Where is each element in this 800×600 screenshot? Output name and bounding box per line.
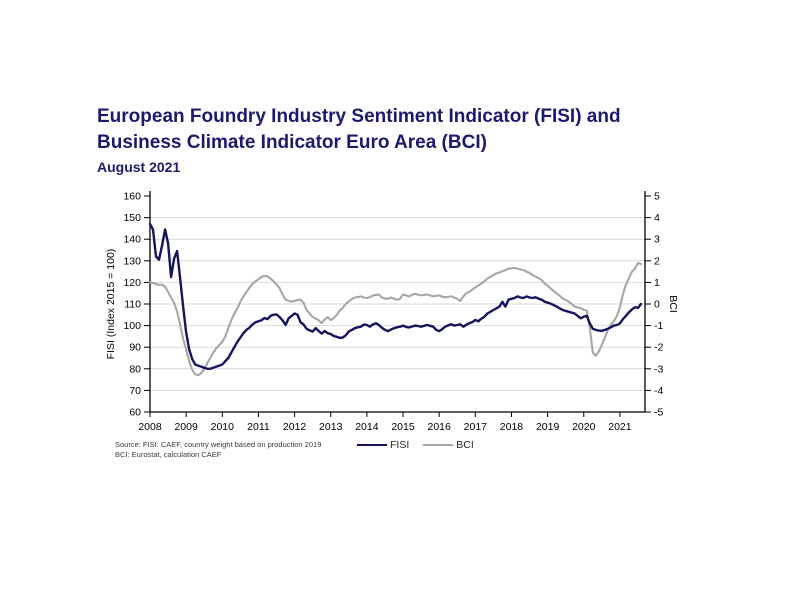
- legend-label-fisi: FISI: [390, 439, 410, 451]
- fisi-line-swatch: [357, 444, 387, 447]
- source-note-line2: BCI: Eurostat, calculation CAEF: [115, 449, 222, 459]
- right-axis-tick-label: 1: [654, 276, 660, 289]
- bci-line: [150, 263, 641, 375]
- x-axis-tick-label: 2021: [608, 421, 632, 433]
- left-axis-tick-label: 60: [129, 406, 141, 419]
- source-note: [115, 440, 321, 459]
- bci-line-swatch: [423, 444, 453, 447]
- x-axis-tick-label: 2008: [138, 421, 162, 433]
- x-axis-tick-label: 2015: [391, 421, 415, 433]
- x-axis-tick-label: 2013: [319, 421, 343, 433]
- chart-title-line2: Business Climate Indicator Euro Area (BCI): [97, 132, 487, 153]
- chart-title-line1: European Foundry Industry Sentiment Indicator (FISI) and: [97, 106, 621, 127]
- x-axis-tick-label: 2009: [174, 421, 198, 433]
- left-axis-tick-label: 140: [123, 233, 141, 246]
- left-axis-tick-label: 130: [123, 255, 141, 268]
- right-axis-tick-label: 5: [654, 190, 660, 203]
- right-axis-tick-label: -2: [654, 341, 664, 354]
- left-axis-tick-label: 100: [123, 320, 141, 333]
- x-axis-tick-label: 2012: [282, 421, 307, 433]
- right-axis-tick-label: -3: [654, 363, 664, 376]
- x-axis-tick-label: 2018: [499, 421, 524, 433]
- source-note-line1: Source: FISI: CAEF, country weight based on production 2019: [115, 440, 322, 449]
- legend-item-bci: [423, 439, 474, 451]
- left-axis-tick-label: 80: [129, 363, 141, 376]
- chart-legend: [357, 438, 474, 452]
- x-axis-tick-label: 2014: [355, 421, 379, 433]
- right-axis-tick-label: -4: [654, 384, 664, 397]
- left-axis-tick-label: 90: [129, 341, 141, 354]
- left-axis-tick-label: 70: [129, 384, 141, 397]
- right-axis-tick-label: -5: [654, 406, 664, 419]
- left-axis-tick-label: 160: [123, 190, 141, 203]
- left-axis-tick-label: 150: [123, 212, 141, 225]
- chart-subtitle: August 2021: [97, 159, 181, 175]
- right-axis-tick-label: 2: [654, 255, 660, 268]
- legend-label-bci: BCI: [456, 439, 474, 451]
- x-axis-tick-label: 2016: [427, 421, 451, 433]
- x-axis-tick-label: 2017: [463, 421, 488, 433]
- left-axis-tick-label: 120: [123, 276, 141, 289]
- right-axis-tick-label: -1: [654, 320, 664, 333]
- x-axis-tick-label: 2011: [247, 421, 270, 433]
- x-axis-tick-label: 2019: [535, 421, 560, 433]
- x-axis-tick-label: 2010: [210, 421, 234, 433]
- x-axis-tick-label: 2020: [572, 421, 596, 433]
- legend-item-fisi: [357, 439, 409, 451]
- right-axis-title: BCI: [667, 295, 679, 313]
- right-axis-tick-label: 3: [654, 233, 660, 246]
- right-axis-tick-label: 4: [654, 212, 660, 225]
- left-axis-title: FISI (Index 2015 = 100): [105, 248, 117, 360]
- left-axis-tick-label: 110: [124, 298, 141, 311]
- right-axis-tick-label: 0: [654, 298, 660, 311]
